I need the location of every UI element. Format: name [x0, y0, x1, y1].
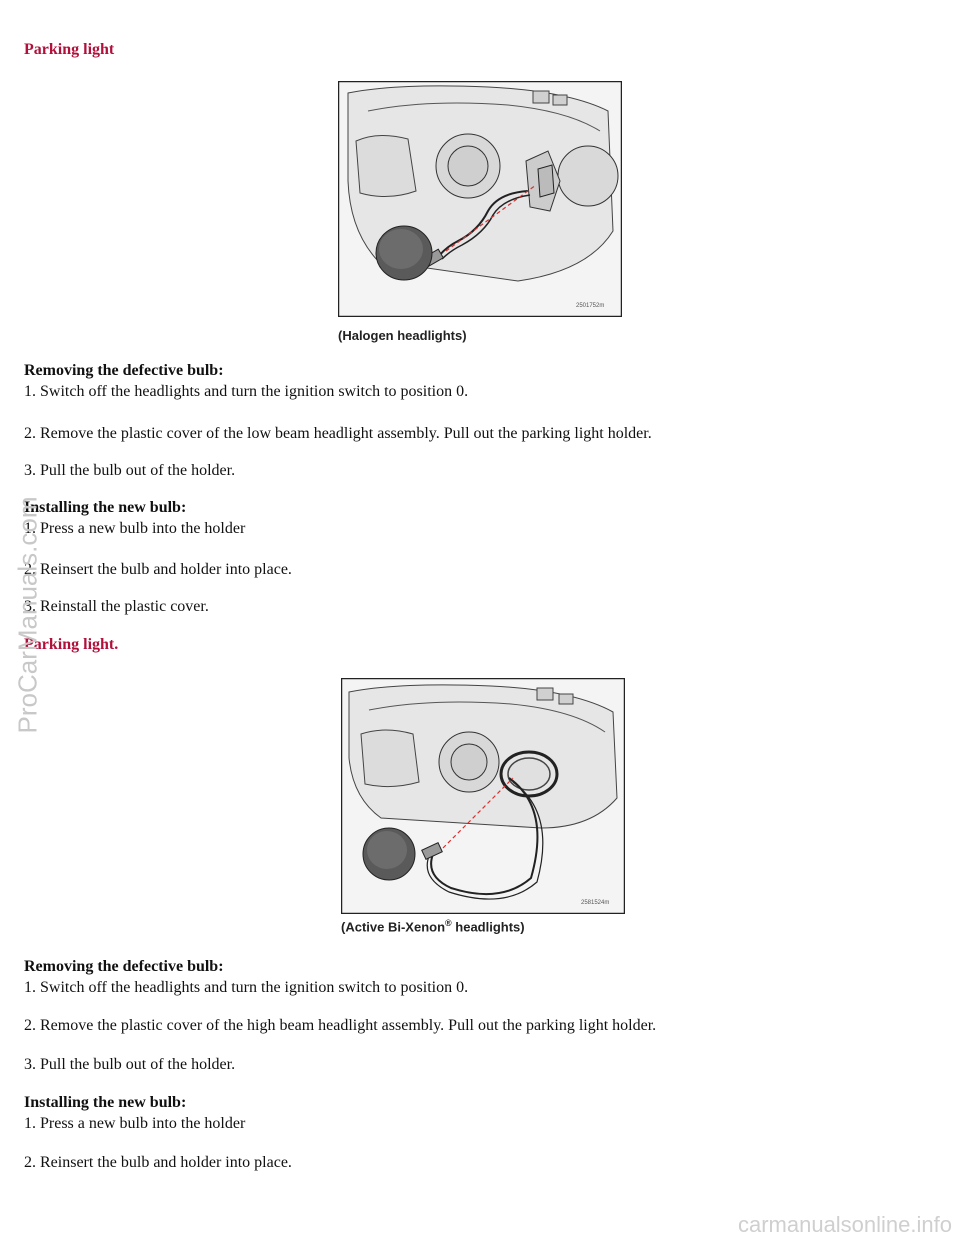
- bixenon-headlight-illustration: [341, 678, 625, 914]
- installing-title: Installing the new bulb:: [24, 1094, 187, 1111]
- removing-title: Removing the defective bulb:: [24, 958, 224, 975]
- installing-step: 2. Reinsert the bulb and holder into place.: [24, 561, 292, 578]
- figure-code: 2501752m: [576, 303, 605, 309]
- caption-registered-mark: ®: [445, 918, 452, 928]
- side-watermark: ProCarManuals.com: [12, 496, 43, 734]
- installing-step: 2. Reinsert the bulb and holder into place.: [24, 1154, 292, 1171]
- figure-caption: (Halogen headlights): [338, 328, 467, 343]
- halogen-headlight-illustration: [338, 81, 622, 317]
- removing-title: Removing the defective bulb:: [24, 362, 224, 379]
- bixenon-headlight-figure: [341, 678, 625, 914]
- footer-watermark: carmanualsonline.info: [737, 1212, 952, 1237]
- installing-step: 3. Reinstall the plastic cover.: [24, 598, 209, 615]
- removing-step: 3. Pull the bulb out of the holder.: [24, 462, 236, 479]
- halogen-headlight-figure: [338, 81, 622, 317]
- caption-main: (Active Bi-Xenon: [341, 919, 446, 935]
- section-heading: Parking light.: [24, 636, 119, 653]
- figure-caption: [341, 918, 525, 934]
- removing-step: 1. Switch off the headlights and turn the ignition switch to position 0.: [24, 383, 469, 400]
- removing-step: 3. Pull the bulb out of the holder.: [24, 1056, 236, 1073]
- section-heading: Parking light: [24, 41, 115, 58]
- removing-step: 2. Remove the plastic cover of the low beam headlight assembly. Pull out the parking light holder.: [24, 425, 652, 442]
- installing-title: Installing the new bulb:: [24, 499, 187, 516]
- installing-step: 1. Press a new bulb into the holder: [24, 520, 246, 537]
- removing-step: 2. Remove the plastic cover of the high beam headlight assembly. Pull out the parking light holder.: [24, 1017, 657, 1034]
- figure-code: 2581524m: [581, 900, 610, 906]
- caption-end: headlights): [451, 919, 525, 935]
- installing-step: 1. Press a new bulb into the holder: [24, 1115, 246, 1132]
- removing-step: 1. Switch off the headlights and turn the ignition switch to position 0.: [24, 979, 469, 996]
